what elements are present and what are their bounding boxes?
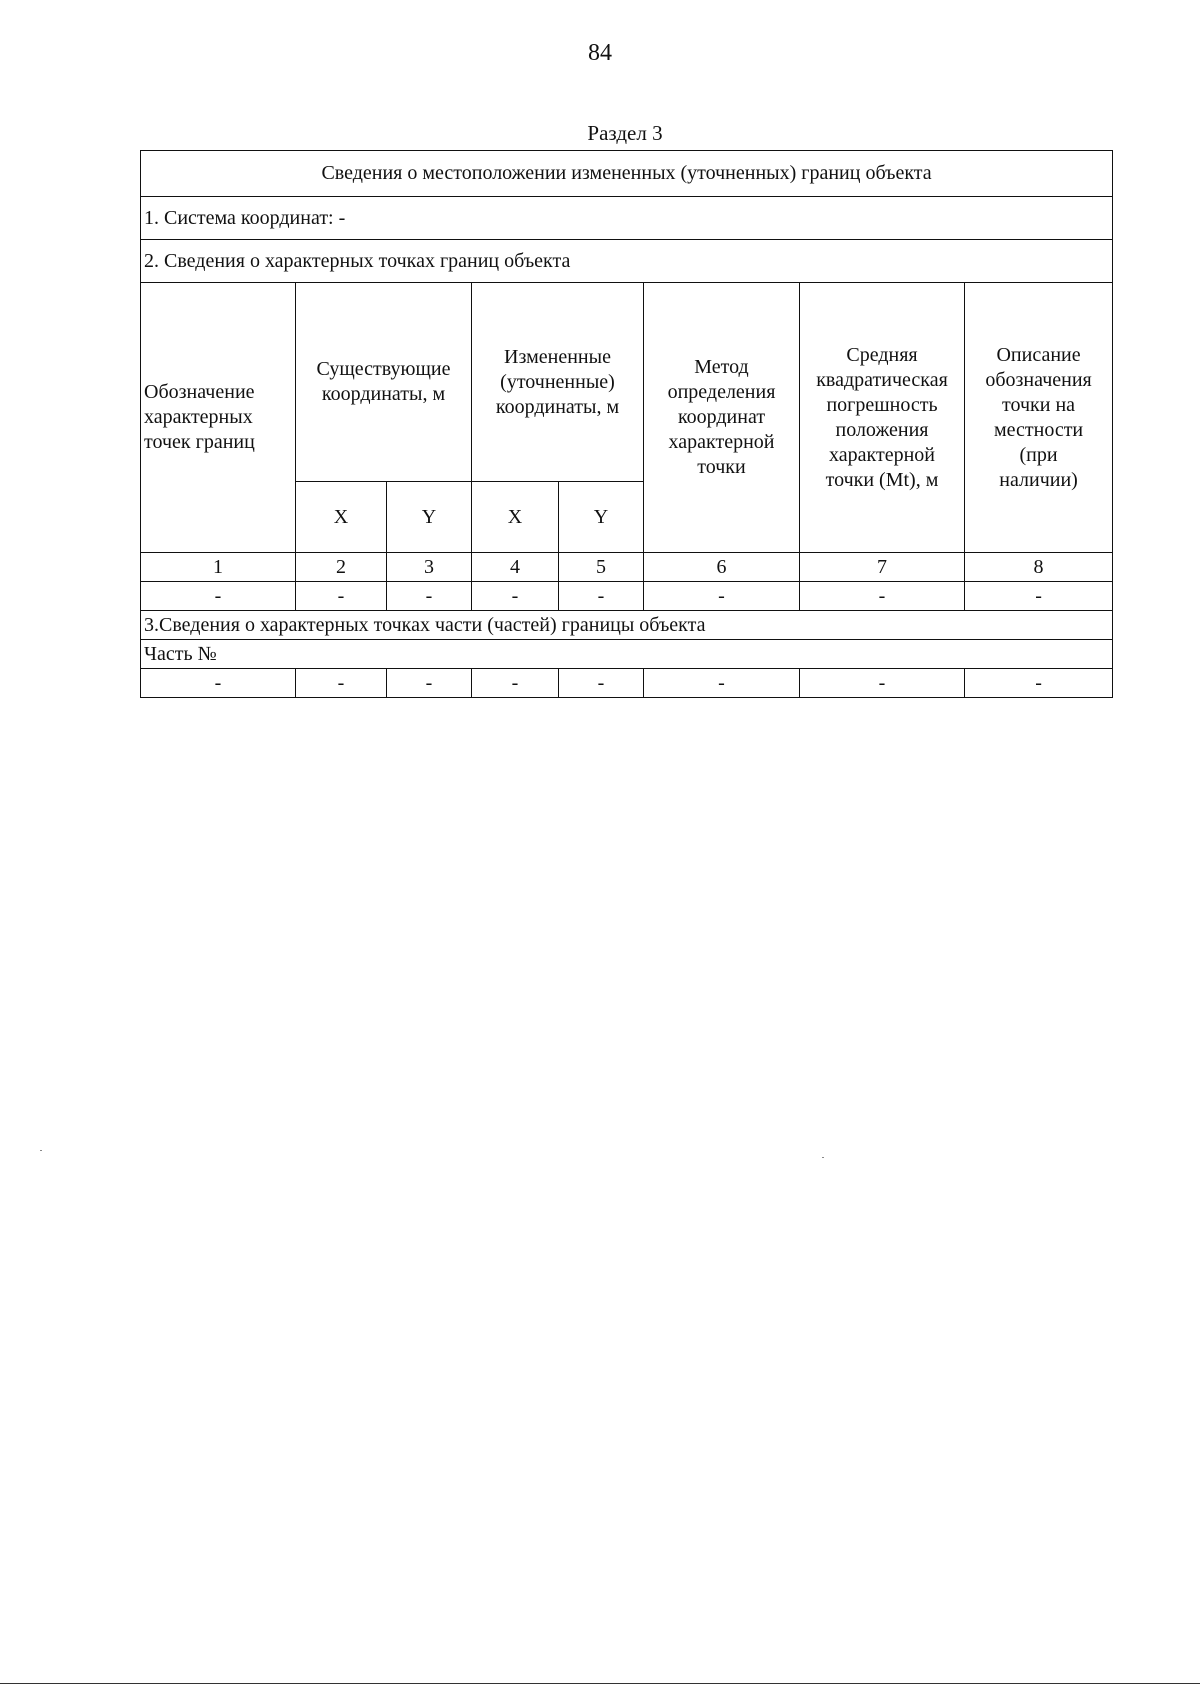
table-cell: - bbox=[965, 582, 1113, 611]
column-number: 3 bbox=[387, 553, 472, 582]
part-label-row bbox=[141, 640, 1113, 669]
header-x-changed: X bbox=[472, 482, 559, 553]
table-cell: - bbox=[296, 669, 387, 698]
page-bottom-rule bbox=[0, 1683, 1200, 1684]
column-number: 6 bbox=[644, 553, 800, 582]
points-data-row bbox=[141, 582, 1113, 611]
table-cell: - bbox=[472, 669, 559, 698]
column-numbers-row bbox=[141, 553, 1113, 582]
header-changed-coordinates: Измененные (уточненные) координаты, м bbox=[472, 283, 644, 482]
points-heading: 2. Сведения о характерных точках границ объекта bbox=[141, 240, 1113, 283]
column-number: 7 bbox=[800, 553, 965, 582]
table-cell: - bbox=[559, 669, 644, 698]
points-heading-row bbox=[141, 240, 1113, 283]
header-designation: Обозначение характерных точек границ bbox=[141, 283, 296, 553]
header-existing-coordinates: Существующие координаты, м bbox=[296, 283, 472, 482]
header-x-existing: X bbox=[296, 482, 387, 553]
coordinate-system: 1. Система координат: - bbox=[141, 197, 1113, 240]
parts-heading-row bbox=[141, 611, 1113, 640]
table-cell: - bbox=[965, 669, 1113, 698]
column-number: 2 bbox=[296, 553, 387, 582]
header-y-changed: Y bbox=[559, 482, 644, 553]
table-cell: - bbox=[559, 582, 644, 611]
table-cell: - bbox=[387, 582, 472, 611]
header-description: Описание обозначения точки на местности (при наличии) bbox=[965, 283, 1113, 553]
table-cell: - bbox=[472, 582, 559, 611]
scan-speck bbox=[822, 1157, 824, 1158]
section-title: Раздел 3 bbox=[587, 121, 663, 145]
table-cell: - bbox=[387, 669, 472, 698]
scan-speck bbox=[40, 1150, 42, 1151]
table-cell: - bbox=[800, 669, 965, 698]
header-error: Средняя квадратическая погрешность положения характерной точки (Mt), м bbox=[800, 283, 965, 553]
table-cell: - bbox=[141, 669, 296, 698]
parts-heading: 3.Сведения о характерных точках части (частей) границы объекта bbox=[141, 611, 1113, 640]
header-method: Метод определения координат характерной точки bbox=[644, 283, 800, 553]
parts-data-row bbox=[141, 669, 1113, 698]
column-number: 8 bbox=[965, 553, 1113, 582]
table-cell: - bbox=[141, 582, 296, 611]
coordinate-system-row bbox=[141, 197, 1113, 240]
header-y-existing: Y bbox=[387, 482, 472, 553]
table-cell: - bbox=[800, 582, 965, 611]
page-number: 84 bbox=[588, 40, 612, 66]
column-number: 5 bbox=[559, 553, 644, 582]
column-number: 4 bbox=[472, 553, 559, 582]
table-title-row bbox=[141, 151, 1113, 197]
table-title: Сведения о местоположении измененных (уточненных) границ объекта bbox=[141, 151, 1113, 197]
table-cell: - bbox=[296, 582, 387, 611]
boundary-table bbox=[140, 150, 1113, 698]
table-cell: - bbox=[644, 669, 800, 698]
column-number: 1 bbox=[141, 553, 296, 582]
part-label: Часть № bbox=[141, 640, 1113, 669]
table-cell: - bbox=[644, 582, 800, 611]
header-row bbox=[141, 283, 1113, 482]
